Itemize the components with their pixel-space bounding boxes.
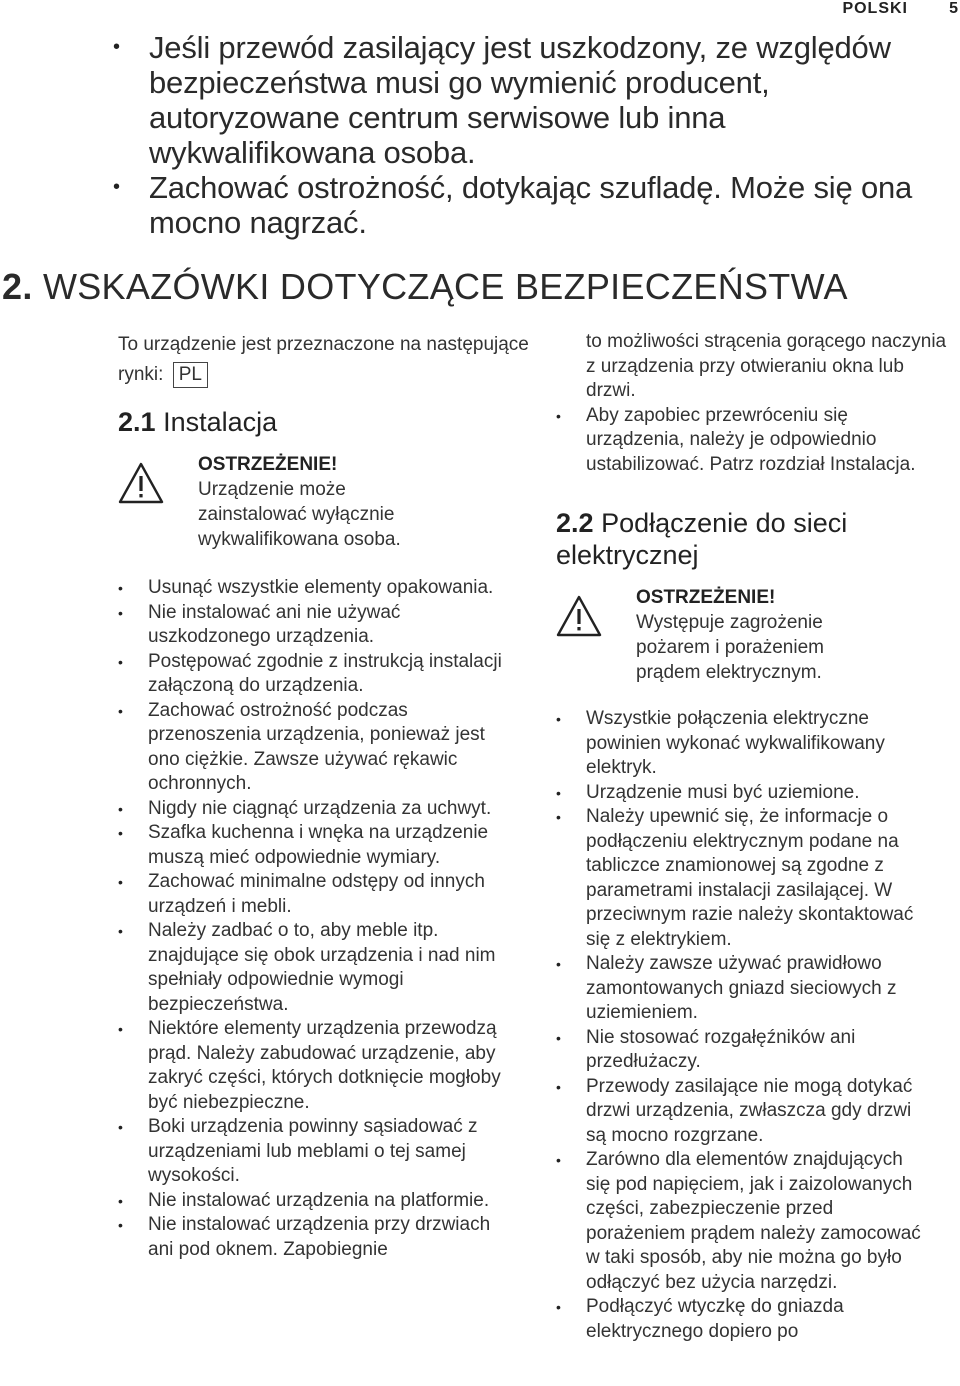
- warning-heading: OSTRZEŻENIE!: [636, 587, 776, 608]
- market-intro: [118, 330, 538, 390]
- subsection-number: 2.2: [556, 508, 594, 538]
- list-item: • Podłączyć wtyczkę do gniazda elektrycznego dopiero po: [556, 1295, 928, 1344]
- subsection-title-installation: [118, 406, 538, 438]
- top-bullet-list: [110, 30, 930, 240]
- list-item: • Zachować minimalne odstępy od innych urządzeń i mebli.: [118, 870, 508, 919]
- subsection-title-text: Podłączenie do sieci elektrycznej: [556, 508, 848, 570]
- page-number: 5: [949, 0, 958, 17]
- list-item: • Boki urządzenia powinny sąsiadować z urządzeniami lub meblami o tej samej wysokości.: [118, 1115, 508, 1189]
- list-item: • Należy zawsze używać prawidłowo zamontowanych gniazd sieciowych z uziemieniem.: [556, 952, 928, 1026]
- list-item: • Szafka kuchenna i wnęka na urządzenie muszą mieć odpowiednie wymiary.: [118, 821, 508, 870]
- subsection-title-electrical: [556, 507, 896, 571]
- market-intro-text: To urządzenie jest przeznaczone na następujące rynki:: [118, 334, 529, 385]
- warning-block: [118, 452, 538, 552]
- list-item: • Aby zapobiec przewróceniu się urządzenia, należy je odpowiednio ustabilizować. Patrz rozdział Instalacja.: [556, 404, 928, 478]
- warning-text: Występuje zagrożenie pożarem i porażeniem prądem elektrycznym.: [636, 612, 824, 683]
- section-title-text: WSKAZÓWKI DOTYCZĄCE BEZPIECZEŃSTWA: [42, 266, 848, 307]
- subsection-title-text: Instalacja: [163, 407, 278, 437]
- section-number: 2.: [2, 266, 33, 307]
- list-item: • Nie stosować rozgałęźników ani przedłużaczy.: [556, 1026, 928, 1075]
- market-code-box: PL: [173, 362, 208, 388]
- left-column: [118, 330, 538, 1262]
- subsection-number: 2.1: [118, 407, 156, 437]
- list-item: • Wszystkie połączenia elektryczne powinien wykonać wykwalifikowany elektryk.: [556, 707, 928, 781]
- list-item: • Nie instalować ani nie używać uszkodzonego urządzenia.: [118, 601, 508, 650]
- list-item: • Należy upewnić się, że informacje o podłączeniu elektrycznym podane na tabliczce znamionowej są zgodne z parametrami instalacji zasilającej. W przeciwnym razie należy skontaktować się z elektrykiem.: [556, 805, 928, 952]
- warning-text: Urządzenie może zainstalować wyłącznie wykwalifikowana osoba.: [198, 479, 401, 550]
- list-item: • Usunąć wszystkie elementy opakowania.: [118, 576, 508, 601]
- installation-list-continued: [556, 404, 928, 478]
- warning-triangle-icon: [118, 462, 164, 504]
- list-item: • Postępować zgodnie z instrukcją instalacji załączoną do urządzenia.: [118, 650, 508, 699]
- list-item: • Zachować ostrożność podczas przenoszenia urządzenia, ponieważ jest ono ciężkie. Zawsze używać rękawic ochronnych.: [118, 699, 508, 797]
- list-item: • Nigdy nie ciągnąć urządzenia za uchwyt.: [118, 797, 508, 822]
- list-item: • Należy zadbać o to, aby meble itp. znajdujące się obok urządzenia i nad nim spełniały odpowiednie wymogi bezpieczeństwa.: [118, 919, 508, 1017]
- list-item: • Urządzenie musi być uziemione.: [556, 781, 928, 806]
- list-item: • Zarówno dla elementów znajdujących się pod napięciem, jak i zaizolowanych części, zabezpieczenie przed porażeniem prądem należy zamocować w taki sposób, aby nie można go było odłączyć bez użycia narzędzi.: [556, 1148, 928, 1295]
- warning-heading: OSTRZEŻENIE!: [198, 454, 338, 475]
- list-item: • Niektóre elementy urządzenia przewodzą prąd. Należy zabudować urządzenie, aby zakryć części, których dotknięcie mogłoby być niebezpieczne.: [118, 1017, 508, 1115]
- list-item: • Zachować ostrożność, dotykając szufladę. Może się ona mocno nagrzać.: [110, 170, 930, 240]
- warning-triangle-icon: [556, 595, 602, 637]
- section-title: [2, 265, 848, 309]
- list-item: • Nie instalować urządzenia przy drzwiach ani pod oknem. Zapobiegnie: [118, 1213, 508, 1262]
- list-item: • Nie instalować urządzenia na platformie.: [118, 1189, 508, 1214]
- page-header: [660, 0, 960, 20]
- continuation-text: to możliwości strącenia gorącego naczynia z urządzenia przy otwieraniu okna lub drzwi.: [586, 331, 947, 401]
- installation-list: [118, 576, 508, 1262]
- warning-block: [556, 585, 956, 685]
- list-item: • Przewody zasilające nie mogą dotykać drzwi urządzenia, zwłaszcza gdy drzwi są mocno rozgrzane.: [556, 1075, 928, 1149]
- right-column: [556, 330, 956, 1344]
- language-label: POLSKI: [842, 0, 908, 17]
- electrical-list: [556, 707, 928, 1344]
- list-item: • Jeśli przewód zasilający jest uszkodzony, ze względów bezpieczeństwa musi go wymienić producent, autoryzowane centrum serwisowe lub inna wykwalifikowana osoba.: [110, 30, 930, 170]
